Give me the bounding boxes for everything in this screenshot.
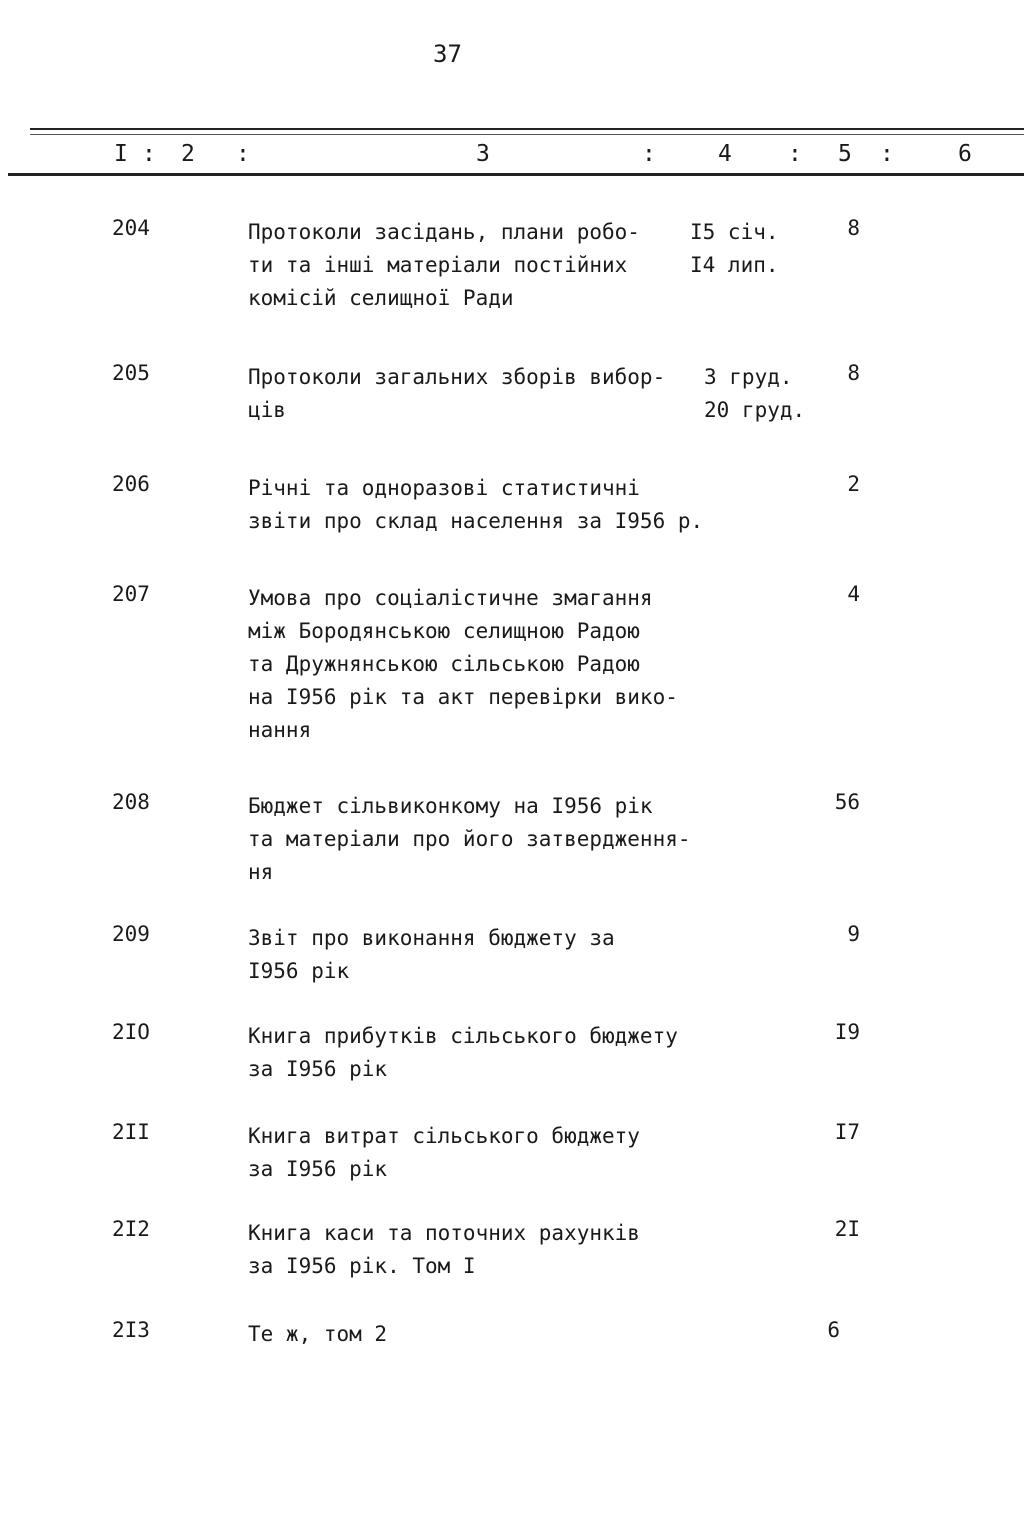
entry-title: Книга витрат сільського бюджету за I956 рік bbox=[248, 1124, 640, 1181]
entry-number: 2I2 bbox=[112, 1217, 150, 1241]
entry-sheets: 2 bbox=[847, 472, 860, 496]
entry-title: Протоколи загальних зборів вибор- ців bbox=[248, 365, 666, 422]
table-top-rule bbox=[30, 128, 1024, 130]
entry-title: Те ж, том 2 bbox=[248, 1322, 388, 1346]
entry-number: 204 bbox=[112, 216, 150, 240]
entry-sheets: 6 bbox=[827, 1318, 840, 1342]
header-separator: : bbox=[880, 141, 894, 167]
header-col-6: 6 bbox=[958, 141, 972, 167]
header-separator: : bbox=[788, 141, 802, 167]
entry-title: Звіт про виконання бюджету за I956 рік bbox=[248, 926, 615, 983]
entry-number: 206 bbox=[112, 472, 150, 496]
entry-title: Книга прибутків сільського бюджету за I956 рік bbox=[248, 1024, 678, 1081]
entry-sheets: 2I bbox=[834, 1217, 860, 1241]
entry-number: 2I3 bbox=[112, 1318, 150, 1342]
header-separator: : bbox=[236, 141, 250, 167]
entry-number: 2IO bbox=[112, 1020, 150, 1044]
table-header bbox=[0, 141, 1024, 169]
entry-sheets: I9 bbox=[834, 1020, 860, 1044]
header-separator: : bbox=[642, 141, 656, 167]
header-col-4: 4 bbox=[718, 141, 732, 167]
entry-title: Річні та одноразові статистичні звіти про склад населення за I956 р. bbox=[248, 476, 704, 533]
header-separator: : bbox=[142, 141, 156, 167]
entry-title: Протоколи засідань, плани робо- ти та інші матеріали постійних комісій селищної Ради bbox=[248, 220, 640, 310]
entry-sheets: I7 bbox=[834, 1120, 860, 1144]
entry-number: 207 bbox=[112, 582, 150, 606]
entry-dates: 3 груд. 20 груд. bbox=[704, 365, 806, 422]
table-header-bottom-rule bbox=[8, 173, 1024, 176]
entry-title: Бюджет сільвиконкому на I956 рік та матеріали про його затвердження- ня bbox=[248, 794, 691, 884]
entry-title: Умова про соціалістичне змагання між Бородянською селищною Радою та Дружнянською сільською Радою на I956 рік та акт перевірки вико- нання bbox=[248, 586, 678, 742]
entry-number: 208 bbox=[112, 790, 150, 814]
entry-number: 205 bbox=[112, 361, 150, 385]
entry-dates: I5 січ. I4 лип. bbox=[690, 220, 779, 277]
header-col-5: 5 bbox=[838, 141, 852, 167]
entry-number: 209 bbox=[112, 922, 150, 946]
entry-sheets: 56 bbox=[834, 790, 860, 814]
entry-sheets: 8 bbox=[847, 216, 860, 240]
entry-title: Книга каси та поточних рахунків за I956 рік. Том I bbox=[248, 1221, 640, 1278]
table-top-rule-thin bbox=[30, 134, 1024, 135]
page-number: 37 bbox=[433, 40, 462, 68]
header-col-2: 2 bbox=[181, 141, 195, 167]
entry-sheets: 8 bbox=[847, 361, 860, 385]
header-col-1: I bbox=[114, 141, 128, 167]
entry-sheets: 9 bbox=[847, 922, 860, 946]
entry-number: 2II bbox=[112, 1120, 150, 1144]
header-col-3: 3 bbox=[476, 141, 490, 167]
entry-sheets: 4 bbox=[847, 582, 860, 606]
